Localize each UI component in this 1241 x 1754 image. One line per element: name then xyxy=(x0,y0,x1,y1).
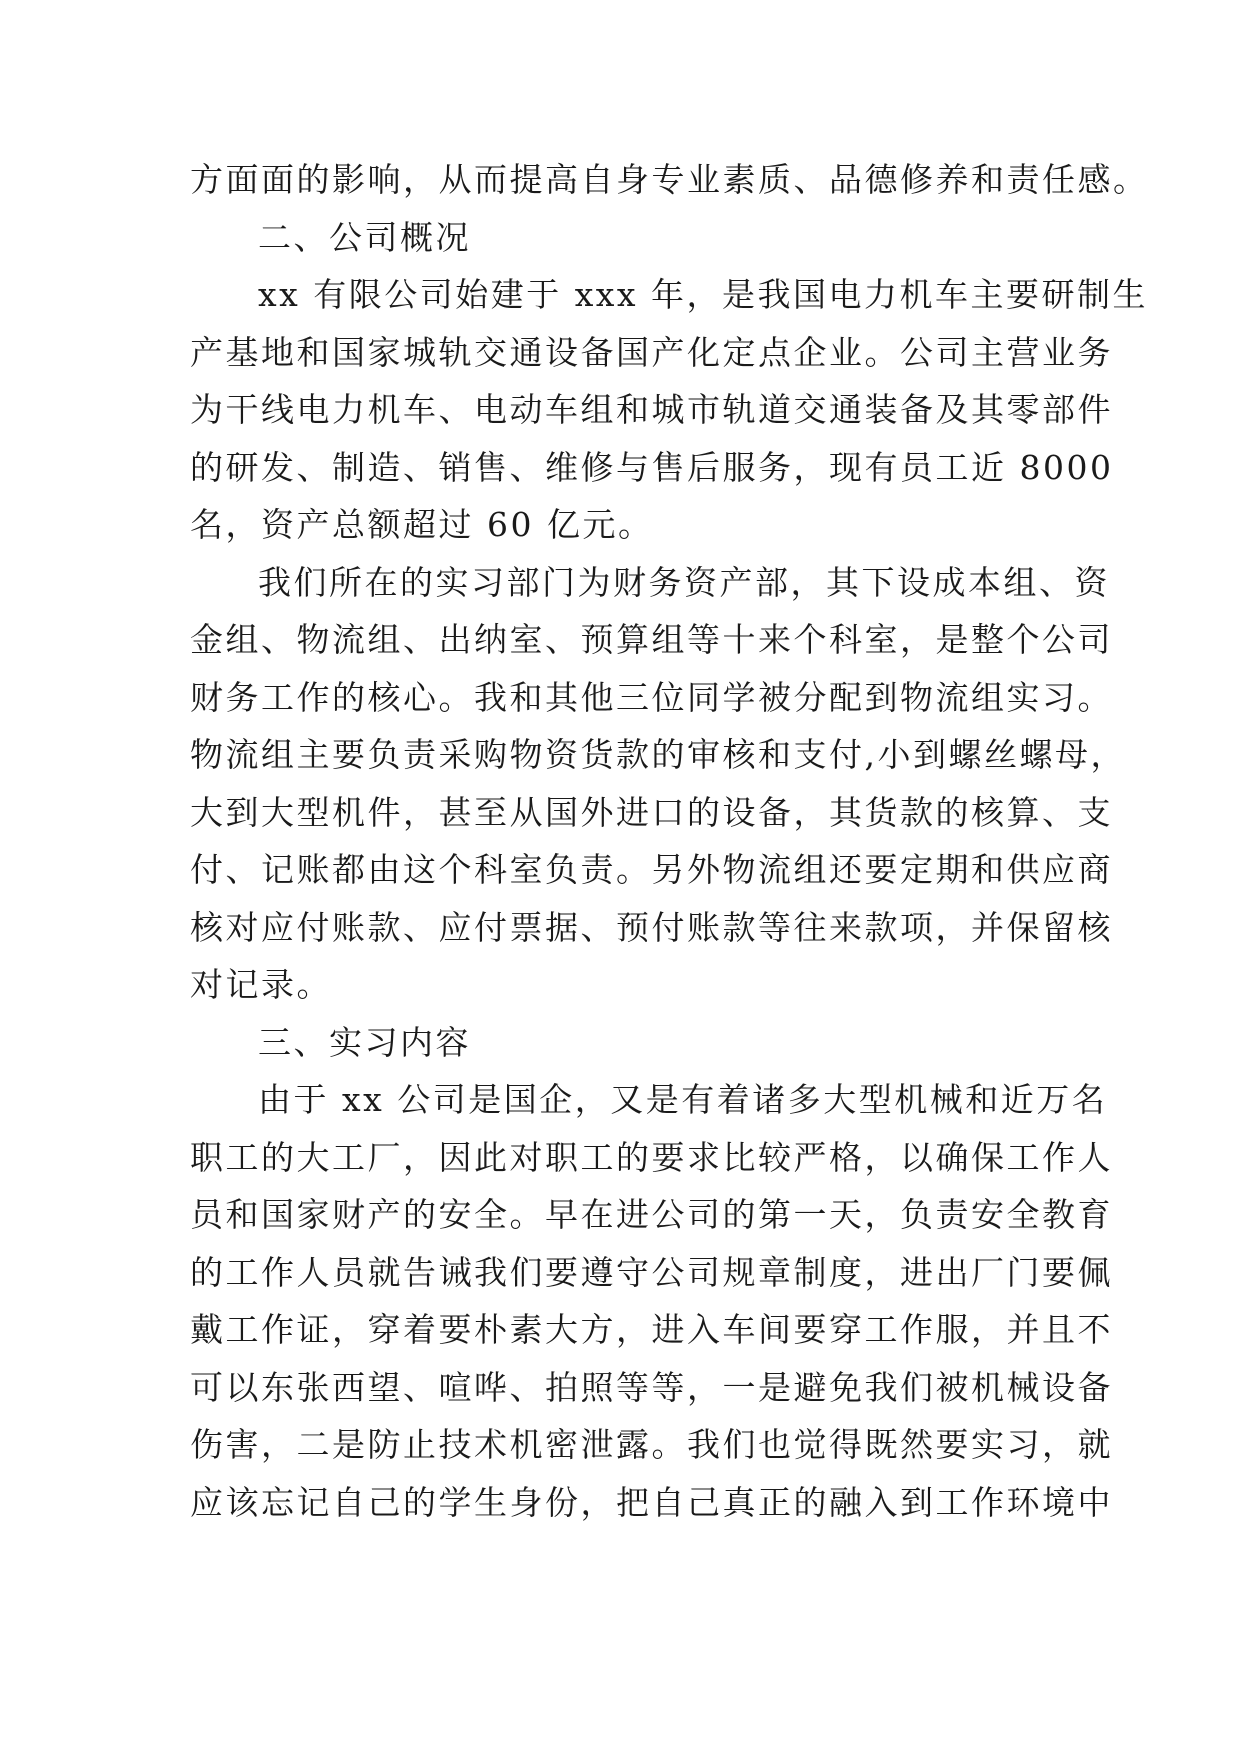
text-line: 员和国家财产的安全。早在进公司的第一天，负责安全教育 xyxy=(190,1195,1113,1234)
text-line: 二、公司概况 xyxy=(258,217,471,257)
text-line: 产基地和国家城轨交通设备国产化定点企业。公司主营业务 xyxy=(190,332,1113,372)
text-line: 戴工作证，穿着要朴素大方，进入车间要穿工作服，并且不 xyxy=(190,1310,1113,1349)
text-line: 的研发、制造、销售、维修与售后服务，现有员工近 8000 xyxy=(190,447,1114,487)
text-line: 三、实习内容 xyxy=(258,1022,471,1062)
text-line: 的工作人员就告诫我们要遵守公司规章制度，进出厂门要佩 xyxy=(190,1252,1113,1292)
text-line: 伤害，二是防止技术机密泄露。我们也觉得既然要实习，就 xyxy=(190,1425,1113,1464)
text-line: xx 有限公司始建于 xxx 年，是我国电力机车主要研制生 xyxy=(258,275,1149,314)
text-line: 名，资产总额超过 60 亿元。 xyxy=(190,505,654,544)
text-line: 职工的大工厂，因此对职工的要求比较严格，以确保工作人 xyxy=(190,1137,1113,1177)
text-line: 对记录。 xyxy=(190,965,332,1004)
body-text xyxy=(190,151,1149,1531)
text-line: 我们所在的实习部门为财务资产部，其下设成本组、资 xyxy=(258,562,1110,602)
text-line: 付、记账都由这个科室负责。另外物流组还要定期和供应商 xyxy=(190,850,1113,889)
text-line: 可以东张西望、喧哗、拍照等等，一是避免我们被机械设备 xyxy=(190,1367,1113,1407)
text-line: 由于 xx 公司是国企，又是有着诸多大型机械和近万名 xyxy=(258,1080,1108,1119)
text-line: 核对应付账款、应付票据、预付账款等往来款项，并保留核 xyxy=(190,907,1113,947)
text-line: 物流组主要负责采购物资货款的审核和支付,小到螺丝螺母， xyxy=(190,735,1126,774)
text-line: 应该忘记自己的学生身份，把自己真正的融入到工作环境中 xyxy=(190,1482,1113,1522)
text-line: 方面面的影响，从而提高自身专业素质、品德修养和责任感。 xyxy=(190,160,1149,199)
text-line: 财务工作的核心。我和其他三位同学被分配到物流组实习。 xyxy=(190,677,1113,717)
text-line: 大到大型机件，甚至从国外进口的设备，其货款的核算、支 xyxy=(190,792,1113,832)
text-line: 为干线电力机车、电动车组和城市轨道交通装备及其零部件 xyxy=(190,390,1113,429)
text-line: 金组、物流组、出纳室、预算组等十来个科室，是整个公司 xyxy=(190,620,1113,659)
